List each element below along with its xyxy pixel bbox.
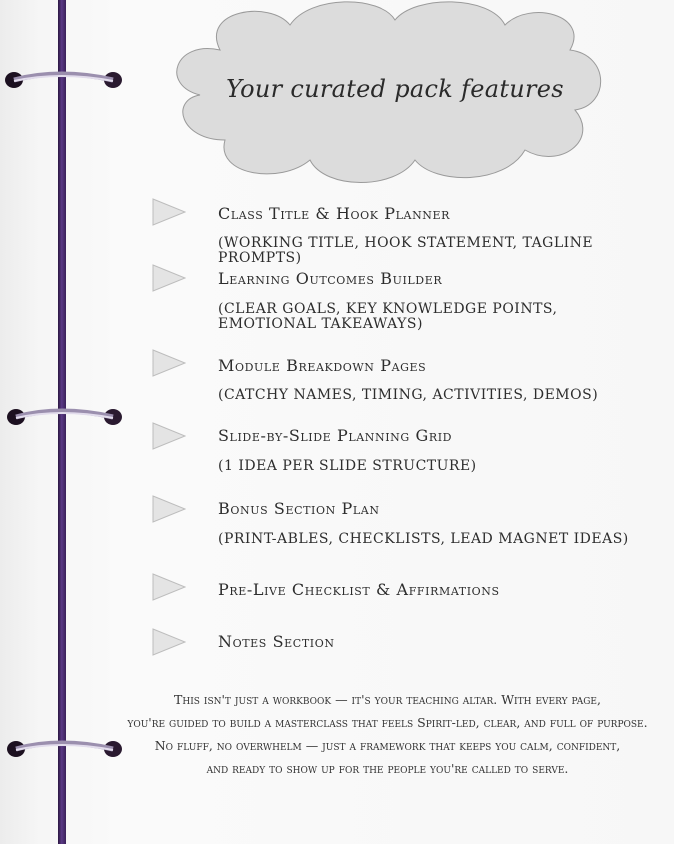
triangle-arrow-icon [152, 422, 186, 450]
feature-title: Slide-by-Slide Planning Grid [218, 426, 453, 445]
binder-ring-middle [0, 402, 130, 432]
feature-title: Bonus Section Plan [218, 499, 380, 518]
closing-line: This isn't just a workbook — it's your teaching altar. With every page, [174, 692, 601, 707]
feature-description: (WORKING TITLE, HOOK STATEMENT, TAGLINE PROMPTS) [218, 235, 594, 266]
feature-description: (CLEAR GOALS, KEY KNOWLEDGE POINTS, EMOTIONAL TAKEAWAYS) [218, 301, 558, 332]
closing-line: and ready to show up for the people you're called to serve. [206, 761, 569, 776]
triangle-arrow-icon [152, 198, 186, 226]
triangle-arrow-icon [152, 628, 186, 656]
feature-title: Module Breakdown Pages [218, 356, 427, 375]
feature-title: Class Title & Hook Planner [218, 204, 451, 223]
triangle-arrow-icon [152, 573, 186, 601]
feature-description: (PRINT-ABLES, CHECKLISTS, LEAD MAGNET IDEAS) [218, 531, 629, 547]
binder-ring-top [0, 66, 130, 96]
triangle-arrow-icon [152, 349, 186, 377]
closing-line: you're guided to build a masterclass that feels Spirit-led, clear, and full of purpose. [127, 715, 648, 730]
feature-description: (1 IDEA PER SLIDE STRUCTURE) [218, 458, 477, 474]
triangle-arrow-icon [152, 264, 186, 292]
feature-title: Pre-Live Checklist & Affirmations [218, 580, 500, 599]
page-title: Your curated pack features [226, 75, 564, 103]
closing-line: No fluff, no overwhelm — just a framework that keeps you calm, confident, [154, 738, 621, 753]
feature-description: (CATCHY NAMES, TIMING, ACTIVITIES, DEMOS) [218, 387, 599, 403]
feature-title: Learning Outcomes Builder [218, 269, 443, 288]
closing-paragraph [110, 688, 665, 780]
feature-title: Notes Section [218, 632, 335, 651]
triangle-arrow-icon [152, 495, 186, 523]
